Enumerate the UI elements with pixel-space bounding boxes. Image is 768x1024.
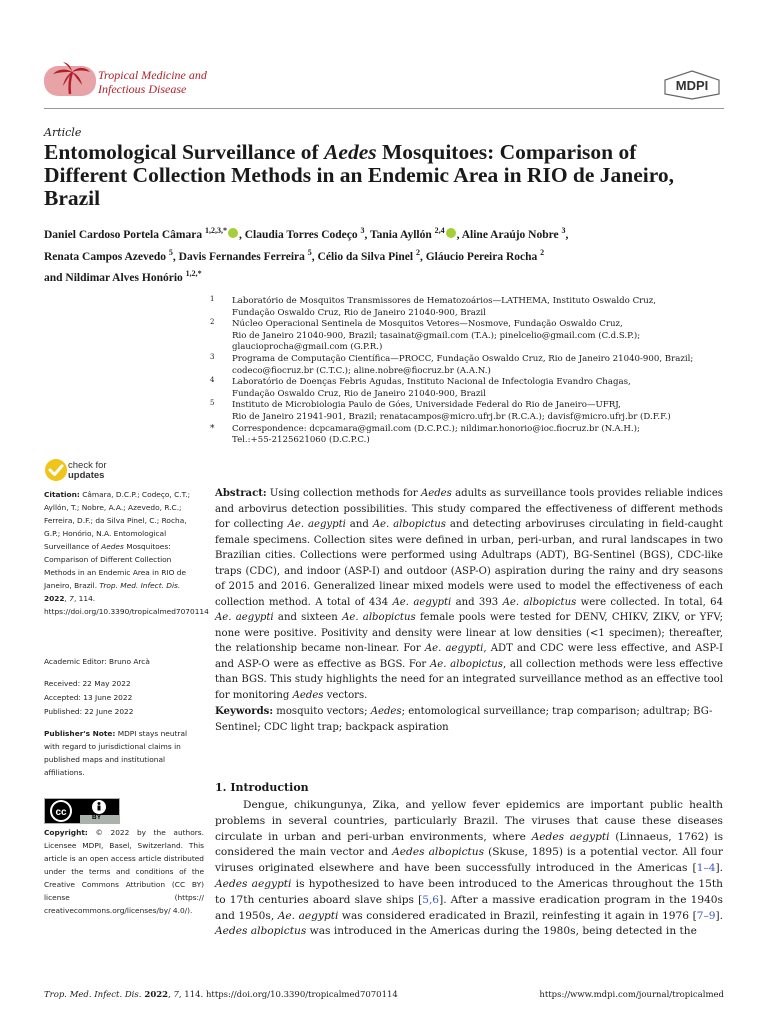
text-run: ].: [715, 862, 723, 875]
citation-link[interactable]: 1–4: [696, 862, 716, 875]
affiliation-item: [210, 296, 730, 319]
publisher-note-text: MDPI stays neutral with regard to jurisdictional claims in published maps and institutional affiliations.: [44, 729, 188, 777]
affiliation-line: Núcleo Operacional Sentinela de Mosquitos Vetores—Nosmove, Fundação Oswaldo Cruz,: [232, 319, 623, 330]
abstract-label: Abstract:: [215, 488, 267, 499]
author-name: Gláucio Pereira Rocha: [425, 250, 538, 263]
affiliation-line: Laboratório de Mosquitos Transmissores de Hematozoários—LATHEMA, Instituto Oswaldo Cruz,: [232, 296, 657, 306]
text-run: was introduced in the Americas during the 1980s, being detected in the: [306, 925, 697, 938]
author[interactable]: [317, 247, 426, 263]
copyright-block: [44, 826, 204, 917]
author-affil: 1,2,*: [185, 269, 202, 279]
affiliation-num: 4: [210, 376, 215, 385]
academic-editor: Academic Editor: Bruno Arcà: [44, 657, 150, 666]
species-name: Ae. albopictus: [372, 519, 446, 530]
species-name: Ae. albopictus: [502, 596, 577, 608]
citation-link[interactable]: 7–9: [696, 909, 716, 922]
text-run: Using collection methods for: [266, 488, 421, 499]
affiliation-line: Correspondence: dcpcamara@gmail.com (D.C.P.C.); nildimar.honorio@ioc.fiocruz.br (N.A.H.);: [232, 423, 640, 434]
text-run: and sixteen: [273, 612, 343, 623]
text-run: , all collection methods were less effective than BGS. This study highlights the need for an integrated surveillance method as an effective tool for monitoring: [215, 658, 723, 701]
copyright-text: © 2022 by the authors. Licensee MDPI, Basel, Switzerland. This article is an open access article distributed under the terms and conditions of the Creative Commons Attribution (CC BY) license (https:// creativecommons.org/licenses/by/ 4.0/).: [44, 828, 204, 915]
affiliation-line: Rio de Janeiro 21941-901, Brazil; renatacampos@micro.ufrj.br (R.C.A.); davisf@micro.ufrj.br (D.F.F.): [232, 411, 671, 422]
citation-year: 2022: [44, 594, 65, 603]
species-name: Ae. aegypti: [215, 612, 274, 623]
article-type: Article: [44, 126, 82, 139]
author-name: Tania Ayllón: [370, 228, 432, 241]
affiliation-item: [210, 319, 730, 354]
footer-journal: Trop. Med. Infect. Dis.: [44, 990, 142, 1000]
affiliation-line: Rio de Janeiro 21040-900, Brazil; tasainat@gmail.com (T.A.); pinelcelio@gmail.com (C.d.S.P.);: [232, 330, 641, 341]
affiliation-item: [210, 354, 730, 377]
citation-volume: , 7: [64, 594, 74, 603]
text-run: and 393: [451, 596, 503, 608]
text-run: Dengue, chikungunya, Zika, and yellow fever epidemics are important public health problems in several countries, particularly Brazil. The viruses that cause these diseases circulate in urban and peri-urban environments, where: [215, 799, 723, 843]
journal-logo: [44, 60, 96, 100]
species-name: Aedes: [370, 706, 402, 717]
section-heading: 1. Introduction: [215, 781, 309, 794]
author-name: and Nildimar Alves Honório: [44, 272, 183, 285]
author-affil: 2: [415, 247, 420, 257]
check-updates-line2: updates: [68, 470, 105, 481]
author-sep: ,: [364, 228, 371, 241]
author-name: Davis Fernandes Ferreira: [178, 250, 305, 263]
keywords: [215, 704, 723, 735]
affiliation-line: Tel.:+55-2125621060 (D.C.P.C.): [232, 435, 370, 446]
author-sep: ,: [419, 250, 426, 263]
author-affil: 5: [168, 247, 173, 257]
author-sep: ,: [565, 228, 569, 241]
author-name: Claudia Torres Codeço: [244, 228, 358, 241]
affiliation-num: 2: [210, 318, 215, 327]
abstract: [215, 486, 723, 703]
citation-text: Câmara, D.C.P.; Codeço, C.T.; Ayllón, T.; Nobre, A.A.; Azevedo, R.C.; Ferreira, D.F.; da Silva Pinel, C.; Rocha, G.P.; Honório, N.A. Entomological Surveillance of: [44, 490, 191, 551]
author-affil: 3: [561, 226, 566, 235]
text-run: ].: [715, 909, 723, 922]
author[interactable]: [44, 247, 179, 263]
author-name: Daniel Cardoso Portela Câmara: [44, 228, 203, 241]
article-title: [44, 141, 724, 210]
footer-url[interactable]: https://www.mdpi.com/journal/tropicalmed: [539, 990, 724, 1000]
author[interactable]: [178, 247, 318, 263]
affiliation-line: Programa de Computação Científica—PROCC, Fundação Oswaldo Cruz, Rio de Janeiro 21040-900, Brazil;: [232, 353, 694, 364]
text-run: (Skuse, 1895) is a potential vector. All four viruses originated elsewhere and have been successfully introduced in the Americas [: [215, 846, 723, 875]
author[interactable]: [244, 226, 371, 241]
published-date: Published: 22 June 2022: [44, 707, 134, 716]
cc-by-label: BY: [92, 814, 102, 821]
text-run: (Linnaeus, 1762) is considered the main vector and: [215, 830, 724, 859]
publisher-name: MDPI: [675, 78, 709, 93]
affiliation-line: Fundação Oswaldo Cruz, Rio de Janeiro 21040-900, Brazil: [232, 388, 486, 399]
text-run: were collected. In total, 64: [576, 596, 723, 608]
publisher-logo[interactable]: [662, 70, 722, 100]
cc-license-badge[interactable]: [44, 798, 120, 824]
author-name: Aline Araújo Nobre: [461, 228, 559, 241]
species-name: Aedes aegypti: [531, 830, 610, 843]
author-name: Renata Campos Azevedo: [44, 250, 167, 263]
species-name: Ae. aegypti: [277, 909, 339, 922]
species-name: Ae. albopictus: [342, 612, 416, 623]
footer-citation: [44, 990, 398, 1000]
title-italic: Aedes: [324, 140, 377, 164]
author-sep: ,: [172, 250, 179, 263]
svg-text:cc: cc: [55, 807, 67, 818]
author-affil: 3: [360, 226, 365, 235]
affiliation-list: [210, 296, 730, 447]
affiliation-line: glaucioprocha@gmail.com (G.P.R.): [232, 342, 383, 353]
keywords-label: Keywords:: [215, 706, 274, 717]
journal-name-line2: Infectious Disease: [98, 82, 187, 96]
author-affil: 1,2,3,*: [204, 226, 227, 235]
citation-doi[interactable]: , 114. https://doi.org/10.3390/tropicalmed7070114: [44, 594, 209, 616]
orcid-icon[interactable]: [446, 228, 456, 238]
orcid-icon[interactable]: [228, 228, 238, 238]
species-name: Ae. albopictus: [429, 658, 503, 670]
citation-link[interactable]: 5,6: [422, 893, 440, 906]
keywords-body: [215, 706, 712, 733]
author-name: Célio da Silva Pinel: [317, 250, 414, 263]
species-name: Ae. aegypti: [392, 596, 452, 608]
affiliation-num: 1: [210, 295, 215, 303]
citation-text: Mosquitoes: Comparison of Different Collection Methods in an Endemic Area in RIO de Janeiro, Brazil.: [44, 542, 186, 590]
footer-volume: , 7: [168, 990, 179, 1000]
species-name: Aedes albopictus: [215, 925, 307, 938]
species-name: Ae. aegypti: [287, 519, 346, 530]
species-name: Aedes albopictus: [392, 846, 485, 859]
affiliation-item: [210, 377, 730, 400]
affiliation-num: *: [210, 423, 215, 434]
affiliation-line: Instituto de Microbiologia Paulo de Góes, Universidade Federal do Rio de Janeiro—UFRJ,: [232, 400, 621, 411]
title-prefix: Entomological Surveillance of: [44, 140, 325, 164]
received-date: Received: 22 May 2022: [44, 679, 131, 688]
journal-name[interactable]: [98, 68, 207, 96]
author-sep: ,: [456, 228, 462, 241]
author-sep: ,: [311, 250, 318, 263]
author-list: [44, 222, 734, 287]
creative-commons-icon: [44, 798, 120, 824]
copyright-label: Copyright:: [44, 828, 88, 837]
affiliation-num: 5: [210, 399, 215, 408]
publisher-note-label: Publisher's Note:: [44, 729, 116, 738]
author-affil: 5: [307, 247, 312, 257]
author-affil: 2,4: [434, 226, 445, 235]
check-for-updates-button[interactable]: [44, 458, 164, 486]
check-updates-text: [68, 461, 107, 481]
palm-tree-icon: [44, 60, 96, 100]
species-name: Aedes: [420, 488, 452, 499]
species-name: Ae. aegypti: [424, 643, 484, 654]
text-run: , ADT and CDC were less effective, and ASP-I and ASP-O were as effective as BGS. For: [215, 643, 723, 670]
footer-year: 2022: [141, 990, 169, 1000]
author[interactable]: [425, 247, 545, 263]
citation-italic: Aedes: [101, 542, 124, 551]
header-divider: [44, 108, 724, 109]
author[interactable]: [44, 269, 202, 285]
text-run: and: [345, 519, 373, 530]
affiliation-item: [210, 400, 730, 423]
author[interactable]: [461, 226, 569, 241]
check-updates-line1: check for: [68, 460, 107, 471]
species-name: Aedes: [292, 689, 324, 701]
introduction-paragraph: [215, 798, 723, 940]
affiliation-line: Fundação Oswaldo Cruz, Rio de Janeiro 21040-900, Brazil: [232, 307, 486, 318]
affiliation-num: 3: [210, 352, 215, 361]
citation-journal: Trop. Med. Infect. Dis.: [99, 581, 181, 590]
author[interactable]: [44, 226, 245, 241]
text-run: female pools were tested for DENV, CHIKV, ZIKV, or YFV; none were positive. Positivity and density were linear at low densities (<1 specimen); thereafter, the relationship became non-linear. For: [215, 612, 723, 654]
text-run: adults as surveillance tools provides reliable indices and arbovirus detection possibilities. This study compared the effectiveness of different methods for collecting: [215, 488, 723, 530]
publisher-note: [44, 727, 204, 779]
text-run: ; entomological surveillance; trap comparison; adultrap; BG-Sentinel; CDC light trap; backpack aspiration: [215, 706, 713, 733]
text-run: vectors.: [323, 689, 368, 701]
affiliation-line: codeco@fiocruz.br (C.T.C.); aline.nobre@fiocruz.br (A.A.N.): [232, 365, 491, 376]
text-run: was considered eradicated in Brazil, reinfesting it again in 1976 [: [338, 909, 697, 922]
author[interactable]: [370, 226, 462, 241]
journal-name-line1: Tropical Medicine and: [98, 68, 207, 82]
text-run: and detecting arboviruses circulating in field-caught female specimens. Collection sites were defined in urban, peri-urban, and rural landscapes in two Brazilian cities. Collections were performed using Adultraps (ADT), BG-Sentinel (BGS), CDC-like traps (CDC), and indoor (ASP-I) and outdoor (ASP-O) aspiration during the rainy and dry seasons of 2015 and 2016. Generalized linear mixed models were used to model the effectiveness of each collection method. A total of 434: [215, 519, 723, 608]
author-affil: 2: [540, 247, 545, 257]
citation-block: [44, 488, 209, 618]
text-run: ]. After a massive eradication program in the 1940s and 1950s,: [215, 893, 723, 922]
title-suffix: Mosquitoes: Comparison of Different Collection Methods in an Endemic Area in RIO de Janeiro, Brazil: [44, 140, 675, 210]
accepted-date: Accepted: 13 June 2022: [44, 693, 133, 702]
affiliation-item: [210, 424, 730, 447]
abstract-body: [215, 488, 723, 701]
citation-label: Citation:: [44, 490, 80, 499]
affiliation-line: Laboratório de Doenças Febris Agudas, Instituto Nacional de Infectologia Evandro Chagas,: [232, 377, 631, 388]
text-run: mosquito vectors;: [273, 706, 371, 717]
author-sep: ,: [238, 228, 245, 241]
footer-doi[interactable]: , 114. https://doi.org/10.3390/tropicalmed7070114: [178, 990, 398, 1000]
text-run: is hypothesized to have been introduced to the Americas throughout the 15th to 17th centuries aboard slave ships [: [215, 877, 723, 906]
species-name: Aedes aegypti: [215, 877, 292, 890]
